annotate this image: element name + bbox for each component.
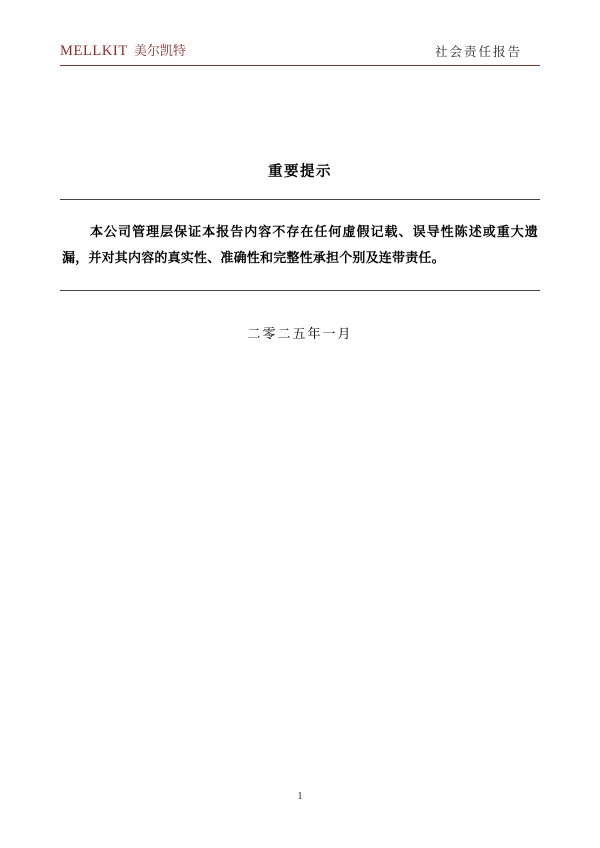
company-logo [60,40,186,60]
document-body [60,160,540,342]
header-report-title: 社会责任报告 [434,44,522,59]
section-title: 重要提示 [268,163,332,180]
page-header [60,40,540,66]
report-date: 二零二五年一月 [247,327,353,342]
page-footer [0,786,600,804]
divider-bottom [60,290,540,291]
brand-chinese-name: 美尔凯特 [133,44,186,59]
page-number: 1 [297,790,303,802]
brand-latin-name: MELLKIT [60,43,128,59]
important-notice-text: 本公司管理层保证本报告内容不存在任何虚假记载、误导性陈述或重大遗漏，并对其内容的真实性、准确性和完整性承担个别及连带责任。 [62,225,538,266]
